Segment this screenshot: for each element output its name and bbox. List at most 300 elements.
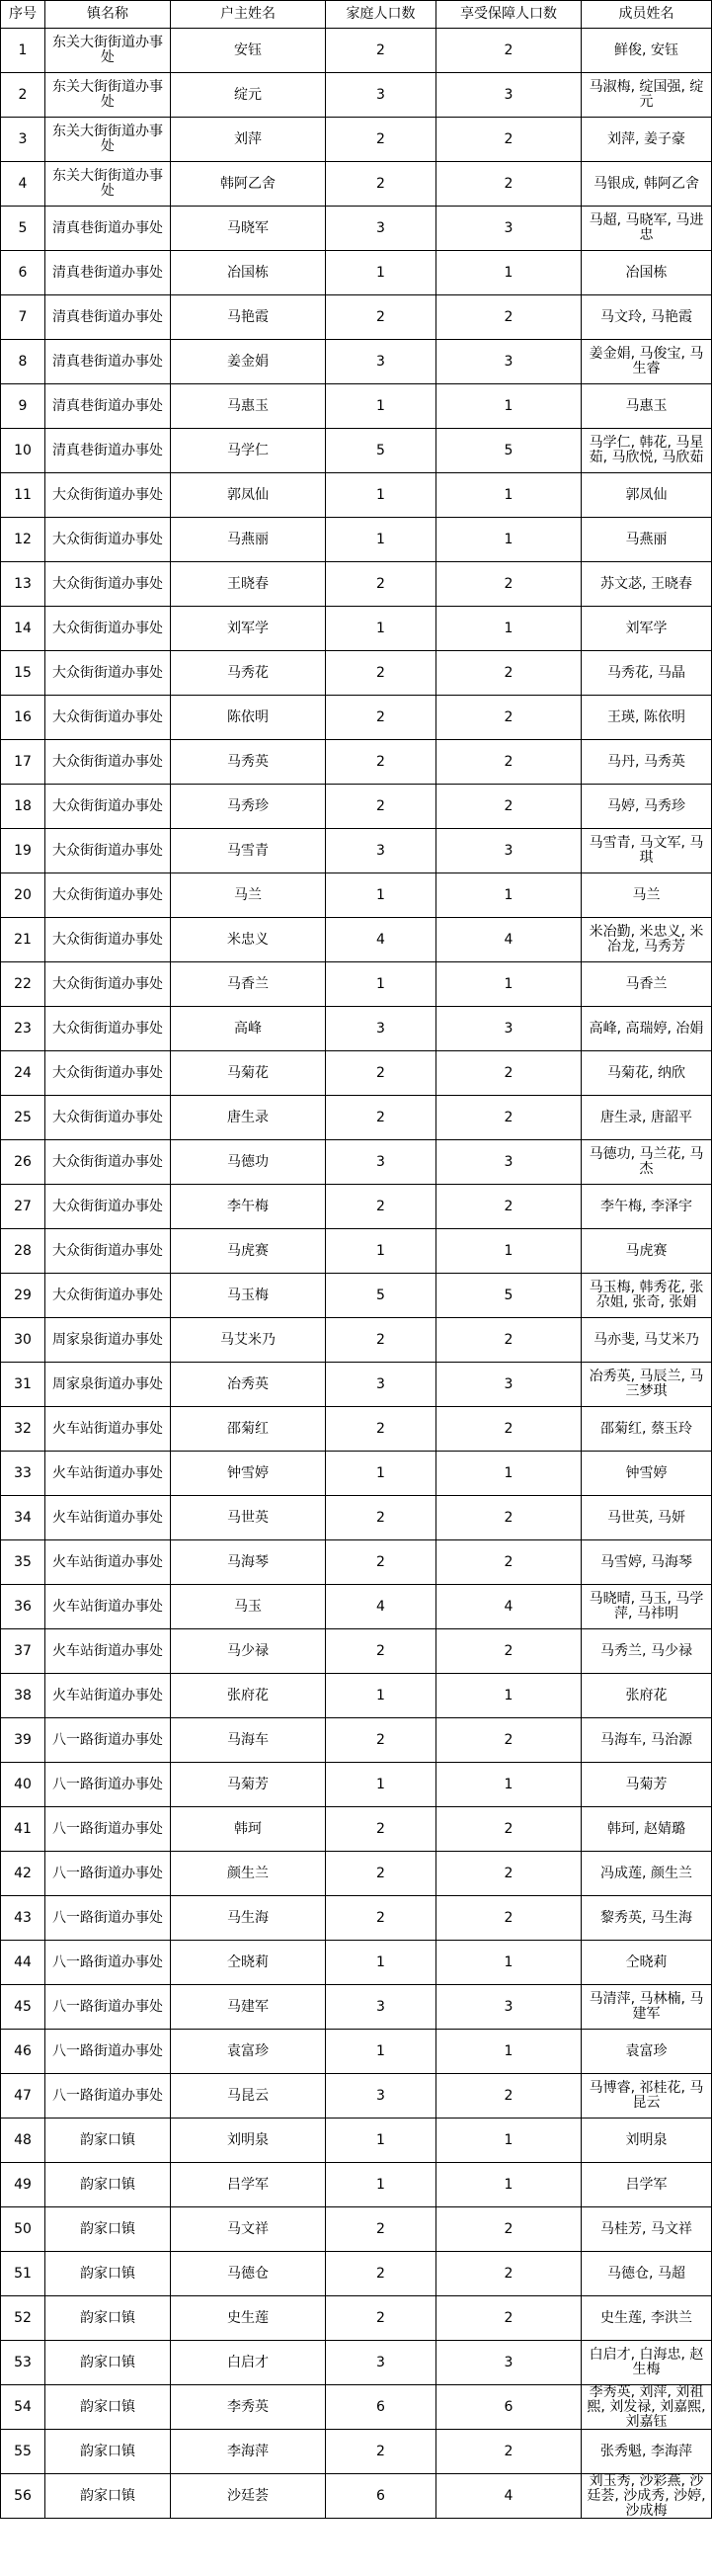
cell-householder (171, 1140, 326, 1185)
cell-town-text: 大众街街道办事处 (52, 975, 163, 992)
cell-family-size-text: 2 (376, 2443, 385, 2459)
cell-householder-text: 马兰 (234, 886, 262, 903)
cell-family-size-text: 4 (376, 931, 385, 948)
cell-index-text: 4 (18, 175, 28, 192)
cell-members-text: 鲜俊, 安钰 (614, 42, 678, 58)
cell-town-text: 韵家口镇 (80, 2131, 135, 2148)
table-row (1, 1096, 712, 1140)
cell-town (45, 251, 171, 295)
cell-householder (171, 1852, 326, 1896)
cell-members-text: 刘明泉 (625, 2131, 668, 2148)
cell-covered-count-text: 1 (504, 975, 514, 992)
cell-covered-count-text: 5 (504, 1287, 514, 1303)
cell-covered-count (436, 1540, 582, 1585)
cell-family-size (326, 73, 436, 118)
cell-town (45, 1941, 171, 1985)
cell-index (1, 340, 45, 384)
cell-index (1, 295, 45, 340)
cell-family-size-text: 2 (376, 130, 385, 147)
cell-householder-text: 沙廷荟 (227, 2487, 269, 2504)
cell-family-size-text: 2 (376, 1331, 385, 1348)
cell-householder (171, 1807, 326, 1852)
cell-town (45, 2474, 171, 2519)
cell-family-size-text: 4 (376, 1598, 385, 1615)
cell-index (1, 207, 45, 251)
cell-members-text: 姜金娟, 马俊宝, 马生睿 (589, 346, 704, 376)
cell-covered-count (436, 1807, 582, 1852)
cell-members-text: 高峰, 高瑞婷, 冶娟 (589, 1020, 704, 1037)
cell-index-text: 41 (14, 1820, 32, 1837)
cell-family-size-text: 2 (376, 575, 385, 592)
cell-members (582, 1452, 712, 1496)
cell-covered-count-text: 2 (504, 1420, 514, 1437)
cell-index-text: 27 (14, 1198, 32, 1214)
cell-covered-count (436, 1096, 582, 1140)
cell-covered-count (436, 562, 582, 607)
cell-members (582, 651, 712, 696)
cell-index (1, 2341, 45, 2385)
cell-family-size (326, 1318, 436, 1363)
cell-family-size (326, 2030, 436, 2074)
cell-householder (171, 429, 326, 473)
cell-covered-count (436, 384, 582, 429)
cell-members (582, 1051, 712, 1096)
cell-family-size-text: 2 (376, 1642, 385, 1659)
cell-householder-text: 韩阿乙舍 (220, 175, 276, 192)
cell-covered-count-text: 5 (504, 442, 514, 458)
cell-family-size-text: 1 (376, 1776, 385, 1792)
table-row (1, 1585, 712, 1629)
table-row (1, 696, 712, 740)
cell-town-text: 东关大街街道办事处 (52, 168, 163, 199)
cell-householder-text: 马菊芳 (227, 1776, 269, 1792)
cell-members (582, 1407, 712, 1452)
cell-family-size (326, 1363, 436, 1407)
cell-covered-count (436, 1985, 582, 2030)
cell-members-text: 李午梅, 李泽宇 (600, 1198, 692, 1214)
cell-members (582, 740, 712, 785)
cell-town-text: 大众街街道办事处 (52, 753, 163, 770)
cell-members (582, 162, 712, 207)
cell-town (45, 2030, 171, 2074)
cell-index (1, 2385, 45, 2430)
cell-town (45, 1318, 171, 1363)
cell-family-size-text: 2 (376, 2309, 385, 2326)
cell-family-size-text: 3 (376, 2354, 385, 2370)
cell-town (45, 2207, 171, 2252)
cell-covered-count (436, 1140, 582, 1185)
cell-covered-count-text: 3 (504, 1998, 514, 2015)
cell-index (1, 918, 45, 962)
cell-members (582, 1274, 712, 1318)
cell-householder-text: 唐生录 (227, 1109, 269, 1125)
cell-covered-count (436, 1718, 582, 1763)
cell-index-text: 53 (14, 2354, 32, 2370)
cell-index-text: 35 (14, 1553, 32, 1570)
cell-covered-count-text: 2 (504, 130, 514, 147)
table-row (1, 340, 712, 384)
cell-covered-count-text: 2 (504, 1909, 514, 1926)
cell-index (1, 251, 45, 295)
cell-index-text: 14 (14, 620, 32, 636)
cell-family-size (326, 1140, 436, 1185)
cell-family-size-text: 1 (376, 486, 385, 503)
cell-covered-count-text: 1 (504, 1464, 514, 1481)
cell-householder (171, 918, 326, 962)
cell-family-size-text: 1 (376, 2042, 385, 2059)
cell-members (582, 1318, 712, 1363)
cell-householder (171, 1985, 326, 2030)
cell-householder-text: 马秀花 (227, 664, 269, 681)
cell-covered-count (436, 1941, 582, 1985)
cell-members-text: 马学仁, 韩花, 马星茹, 马欣悦, 马欣茹 (589, 435, 704, 465)
cell-members-text: 马香兰 (625, 975, 668, 992)
cell-covered-count (436, 429, 582, 473)
cell-householder (171, 2385, 326, 2430)
table-row (1, 2474, 712, 2519)
cell-family-size-text: 3 (376, 2087, 385, 2104)
table-row (1, 1674, 712, 1718)
cell-members (582, 1896, 712, 1941)
cell-town-text: 韵家口镇 (80, 2265, 135, 2282)
header-householder: 户主姓名 (171, 1, 326, 29)
cell-covered-count (436, 829, 582, 873)
cell-covered-count (436, 162, 582, 207)
cell-town-text: 大众街街道办事处 (52, 486, 163, 503)
cell-householder (171, 1496, 326, 1540)
cell-town-text: 大众街街道办事处 (52, 531, 163, 547)
cell-householder-text: 韩珂 (234, 1820, 262, 1837)
cell-householder (171, 295, 326, 340)
cell-covered-count (436, 785, 582, 829)
cell-town-text: 清真巷街道办事处 (52, 308, 163, 325)
cell-family-size-text: 1 (376, 1242, 385, 1259)
cell-householder-text: 马秀英 (227, 753, 269, 770)
cell-town (45, 1674, 171, 1718)
cell-covered-count-text: 2 (504, 2087, 514, 2104)
cell-family-size (326, 696, 436, 740)
cell-index-text: 38 (14, 1687, 32, 1703)
cell-members (582, 118, 712, 162)
cell-town-text: 东关大街街道办事处 (52, 35, 163, 65)
cell-householder-text: 冶秀英 (227, 1375, 269, 1392)
cell-town-text: 火车站街道办事处 (52, 1509, 163, 1526)
cell-index-text: 22 (14, 975, 32, 992)
cell-town-text: 韵家口镇 (80, 2443, 135, 2459)
cell-covered-count-text: 1 (504, 397, 514, 414)
cell-town-text: 清真巷街道办事处 (52, 397, 163, 414)
cell-covered-count-text: 2 (504, 575, 514, 592)
cell-members (582, 473, 712, 518)
cell-index (1, 2119, 45, 2163)
cell-index (1, 2430, 45, 2474)
cell-family-size (326, 1896, 436, 1941)
cell-town-text: 火车站街道办事处 (52, 1687, 163, 1703)
cell-index-text: 40 (14, 1776, 32, 1792)
cell-index-text: 12 (14, 531, 32, 547)
cell-family-size-text: 5 (376, 442, 385, 458)
table-row (1, 207, 712, 251)
table-row (1, 829, 712, 873)
cell-family-size-text: 3 (376, 219, 385, 236)
cell-town (45, 1185, 171, 1229)
cell-members-text: 马晓晴, 马玉, 马学萍, 马祎明 (589, 1591, 704, 1621)
cell-householder-text: 马学仁 (227, 442, 269, 458)
cell-family-size (326, 473, 436, 518)
cell-members-text: 袁富珍 (625, 2042, 668, 2059)
cell-town-text: 清真巷街道办事处 (52, 353, 163, 370)
cell-family-size (326, 1852, 436, 1896)
cell-family-size-text: 1 (376, 2131, 385, 2148)
cell-householder-text: 仝晓莉 (227, 1953, 269, 1970)
cell-householder (171, 1363, 326, 1407)
cell-covered-count-text: 1 (504, 620, 514, 636)
cell-members-text: 马世英, 马妍 (607, 1509, 685, 1526)
cell-members (582, 2207, 712, 2252)
cell-index-text: 25 (14, 1109, 32, 1125)
cell-family-size (326, 562, 436, 607)
cell-householder (171, 562, 326, 607)
cell-index-text: 8 (18, 353, 28, 370)
cell-index-text: 29 (14, 1287, 32, 1303)
cell-index (1, 118, 45, 162)
table-row (1, 1807, 712, 1852)
cell-householder (171, 1896, 326, 1941)
cell-family-size-text: 2 (376, 1731, 385, 1748)
cell-family-size (326, 1807, 436, 1852)
cell-index (1, 73, 45, 118)
cell-members (582, 2385, 712, 2430)
table-row (1, 1763, 712, 1807)
cell-covered-count (436, 340, 582, 384)
table-row (1, 1229, 712, 1274)
cell-covered-count (436, 2341, 582, 2385)
cell-town (45, 1007, 171, 1051)
cell-covered-count (436, 740, 582, 785)
cell-members-text: 马文玲, 马艳霞 (600, 308, 692, 325)
cell-householder (171, 873, 326, 918)
cell-covered-count-text: 3 (504, 86, 514, 103)
cell-town-text: 韵家口镇 (80, 2398, 135, 2415)
cell-householder (171, 1007, 326, 1051)
table-row (1, 1452, 712, 1496)
cell-town-text: 大众街街道办事处 (52, 575, 163, 592)
cell-householder-text: 颜生兰 (227, 1865, 269, 1881)
cell-family-size (326, 1407, 436, 1452)
cell-index (1, 384, 45, 429)
cell-index-text: 26 (14, 1153, 32, 1170)
cell-householder (171, 1540, 326, 1585)
cell-householder (171, 1452, 326, 1496)
cell-index (1, 473, 45, 518)
cell-householder (171, 73, 326, 118)
table-row (1, 2163, 712, 2207)
cell-members (582, 29, 712, 73)
cell-members (582, 251, 712, 295)
cell-householder (171, 518, 326, 562)
cell-family-size (326, 295, 436, 340)
cell-covered-count-text: 2 (504, 1509, 514, 1526)
cell-covered-count (436, 73, 582, 118)
cell-covered-count-text: 1 (504, 486, 514, 503)
cell-family-size (326, 1763, 436, 1807)
cell-members (582, 918, 712, 962)
cell-covered-count-text: 2 (504, 664, 514, 681)
cell-covered-count-text: 6 (504, 2398, 514, 2415)
cell-index (1, 2252, 45, 2296)
cell-town-text: 大众街街道办事处 (52, 797, 163, 814)
cell-members (582, 785, 712, 829)
cell-family-size-text: 2 (376, 1198, 385, 1214)
cell-covered-count-text: 1 (504, 1776, 514, 1792)
cell-town (45, 473, 171, 518)
cell-town-text: 大众街街道办事处 (52, 1020, 163, 1037)
cell-members-text: 唐生录, 唐韶平 (600, 1109, 692, 1125)
cell-members-text: 马秀花, 马晶 (607, 664, 685, 681)
table-row (1, 2074, 712, 2119)
cell-covered-count (436, 118, 582, 162)
table-header (1, 1, 712, 29)
cell-town (45, 1051, 171, 1096)
cell-family-size (326, 1051, 436, 1096)
cell-covered-count-text: 3 (504, 219, 514, 236)
cell-covered-count (436, 1674, 582, 1718)
cell-householder-text: 马昆云 (227, 2087, 269, 2104)
cell-members (582, 73, 712, 118)
cell-householder (171, 2474, 326, 2519)
cell-covered-count (436, 2163, 582, 2207)
cell-members-text: 苏文苾, 王晓春 (600, 575, 692, 592)
cell-index-text: 31 (14, 1375, 32, 1392)
cell-members-text: 马德仓, 马超 (607, 2265, 685, 2282)
cell-members (582, 607, 712, 651)
cell-town-text: 大众街街道办事处 (52, 842, 163, 859)
cell-town (45, 785, 171, 829)
cell-covered-count (436, 1229, 582, 1274)
cell-members-text: 黎秀英, 马生海 (600, 1909, 692, 1926)
cell-family-size-text: 1 (376, 886, 385, 903)
cell-index-text: 44 (14, 1953, 32, 1970)
cell-covered-count-text: 1 (504, 886, 514, 903)
cell-members (582, 2074, 712, 2119)
cell-members-text: 马雪青, 马文军, 马琪 (589, 835, 704, 866)
cell-covered-count-text: 3 (504, 842, 514, 859)
cell-covered-count (436, 1363, 582, 1407)
cell-covered-count (436, 2207, 582, 2252)
cell-covered-count-text: 4 (504, 2487, 514, 2504)
cell-family-size (326, 1185, 436, 1229)
cell-town (45, 2074, 171, 2119)
header-covered-count: 享受保障人口数 (436, 1, 582, 29)
cell-householder (171, 2341, 326, 2385)
cell-householder-text: 张府花 (227, 1687, 269, 1703)
table-row (1, 1185, 712, 1229)
cell-family-size (326, 2474, 436, 2519)
cell-householder (171, 1585, 326, 1629)
cell-members (582, 1985, 712, 2030)
cell-index (1, 1985, 45, 2030)
cell-family-size-text: 2 (376, 797, 385, 814)
cell-town (45, 384, 171, 429)
cell-town-text: 八一路街道办事处 (52, 1776, 163, 1792)
cell-index-text: 54 (14, 2398, 32, 2415)
table-row (1, 1496, 712, 1540)
cell-town (45, 740, 171, 785)
cell-index (1, 429, 45, 473)
cell-town (45, 1229, 171, 1274)
cell-town-text: 八一路街道办事处 (52, 1953, 163, 1970)
cell-town (45, 962, 171, 1007)
cell-householder (171, 118, 326, 162)
cell-family-size-text: 5 (376, 1287, 385, 1303)
cell-family-size (326, 962, 436, 1007)
cell-covered-count-text: 2 (504, 1109, 514, 1125)
cell-town-text: 东关大街街道办事处 (52, 79, 163, 110)
cell-town (45, 1585, 171, 1629)
cell-index-text: 23 (14, 1020, 32, 1037)
table-row (1, 1318, 712, 1363)
cell-covered-count (436, 1007, 582, 1051)
table-row (1, 1274, 712, 1318)
cell-town (45, 1718, 171, 1763)
cell-householder (171, 162, 326, 207)
cell-town-text: 八一路街道办事处 (52, 1865, 163, 1881)
cell-town-text: 大众街街道办事处 (52, 931, 163, 948)
table-row (1, 2385, 712, 2430)
table-row (1, 162, 712, 207)
cell-town-text: 韵家口镇 (80, 2220, 135, 2237)
cell-town (45, 1274, 171, 1318)
table-row (1, 1140, 712, 1185)
cell-family-size (326, 2207, 436, 2252)
cell-family-size-text: 2 (376, 1064, 385, 1081)
cell-index (1, 2030, 45, 2074)
cell-index (1, 1363, 45, 1407)
cell-covered-count (436, 1629, 582, 1674)
cell-index-text: 24 (14, 1064, 32, 1081)
cell-covered-count (436, 1407, 582, 1452)
cell-town-text: 大众街街道办事处 (52, 1109, 163, 1125)
cell-town (45, 1896, 171, 1941)
cell-covered-count-text: 3 (504, 1020, 514, 1037)
cell-householder (171, 1274, 326, 1318)
cell-index (1, 873, 45, 918)
cell-householder (171, 340, 326, 384)
cell-town-text: 火车站街道办事处 (52, 1420, 163, 1437)
table-row (1, 1051, 712, 1096)
cell-members-text: 刘军学 (625, 620, 668, 636)
cell-covered-count-text: 2 (504, 308, 514, 325)
cell-covered-count (436, 2119, 582, 2163)
cell-covered-count (436, 295, 582, 340)
cell-town-text: 大众街街道办事处 (52, 1242, 163, 1259)
cell-members (582, 962, 712, 1007)
cell-town (45, 2385, 171, 2430)
cell-householder-text: 马燕丽 (227, 531, 269, 547)
cell-householder (171, 740, 326, 785)
cell-town (45, 295, 171, 340)
cell-covered-count-text: 3 (504, 353, 514, 370)
cell-family-size (326, 2163, 436, 2207)
cell-covered-count-text: 1 (504, 2131, 514, 2148)
cell-index (1, 962, 45, 1007)
cell-family-size-text: 2 (376, 1509, 385, 1526)
cell-householder-text: 马世英 (227, 1509, 269, 1526)
cell-members-text: 马清萍, 马林楠, 马建军 (589, 1991, 704, 2022)
cell-members (582, 1007, 712, 1051)
cell-householder-text: 马秀珍 (227, 797, 269, 814)
cell-householder (171, 1051, 326, 1096)
